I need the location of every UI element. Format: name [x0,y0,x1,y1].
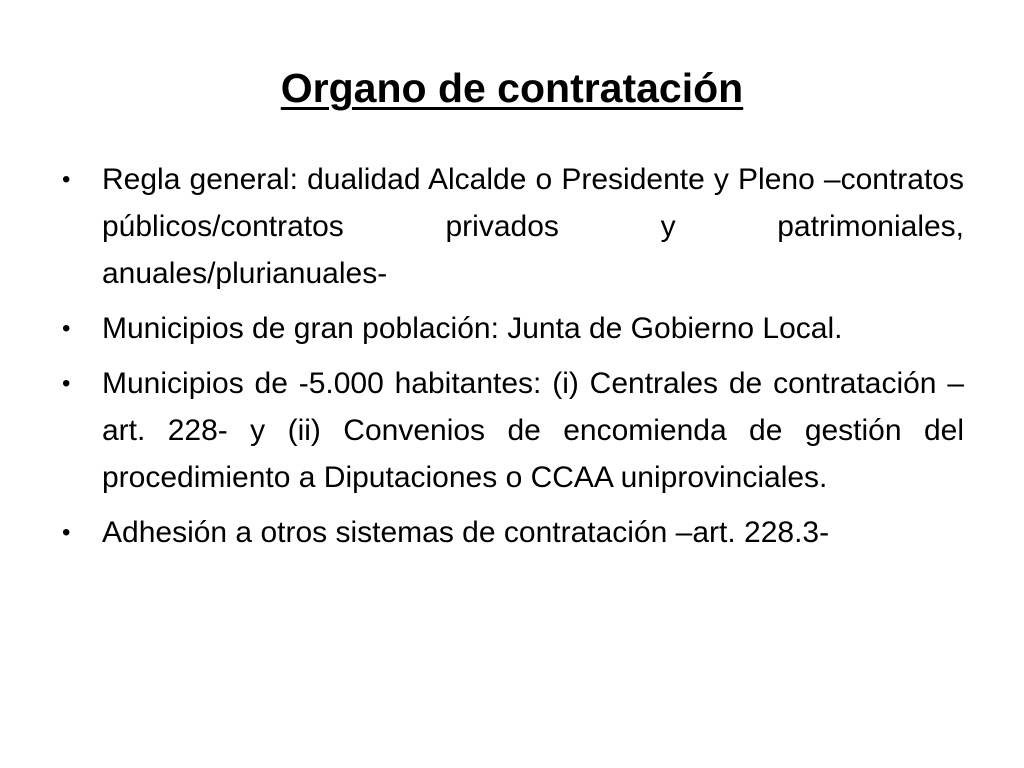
slide-title: Organo de contratación [280,65,744,111]
bullet-text: Adhesión a otros sistemas de contratación –art. 228.3- [102,516,830,549]
bullet-item-small-municipalities [60,360,964,501]
bullet-dot-icon: • [62,315,71,342]
bullet-dot-icon: • [62,166,71,193]
bullet-text: Municipios de -5.000 habitantes: (i) Centrales de contratación –art. 228- y (ii) Convenios de encomienda de gestión del procedimiento a Diputaciones o CCAA uniprovinciales. [102,367,964,494]
bullet-item-general-rule [60,156,964,297]
bullet-item-large-municipalities [60,305,964,352]
bullet-text: Regla general: dualidad Alcalde o Presidente y Pleno –contratos públicos/contratos privados y patrimoniales, anuales/plurianuales- [102,163,964,290]
bullet-dot-icon: • [62,519,71,546]
bullet-list [60,156,964,564]
bullet-dot-icon: • [62,370,71,397]
bullet-item-other-systems [60,509,964,556]
bullet-text: Municipios de gran población: Junta de Gobierno Local. [102,312,843,345]
